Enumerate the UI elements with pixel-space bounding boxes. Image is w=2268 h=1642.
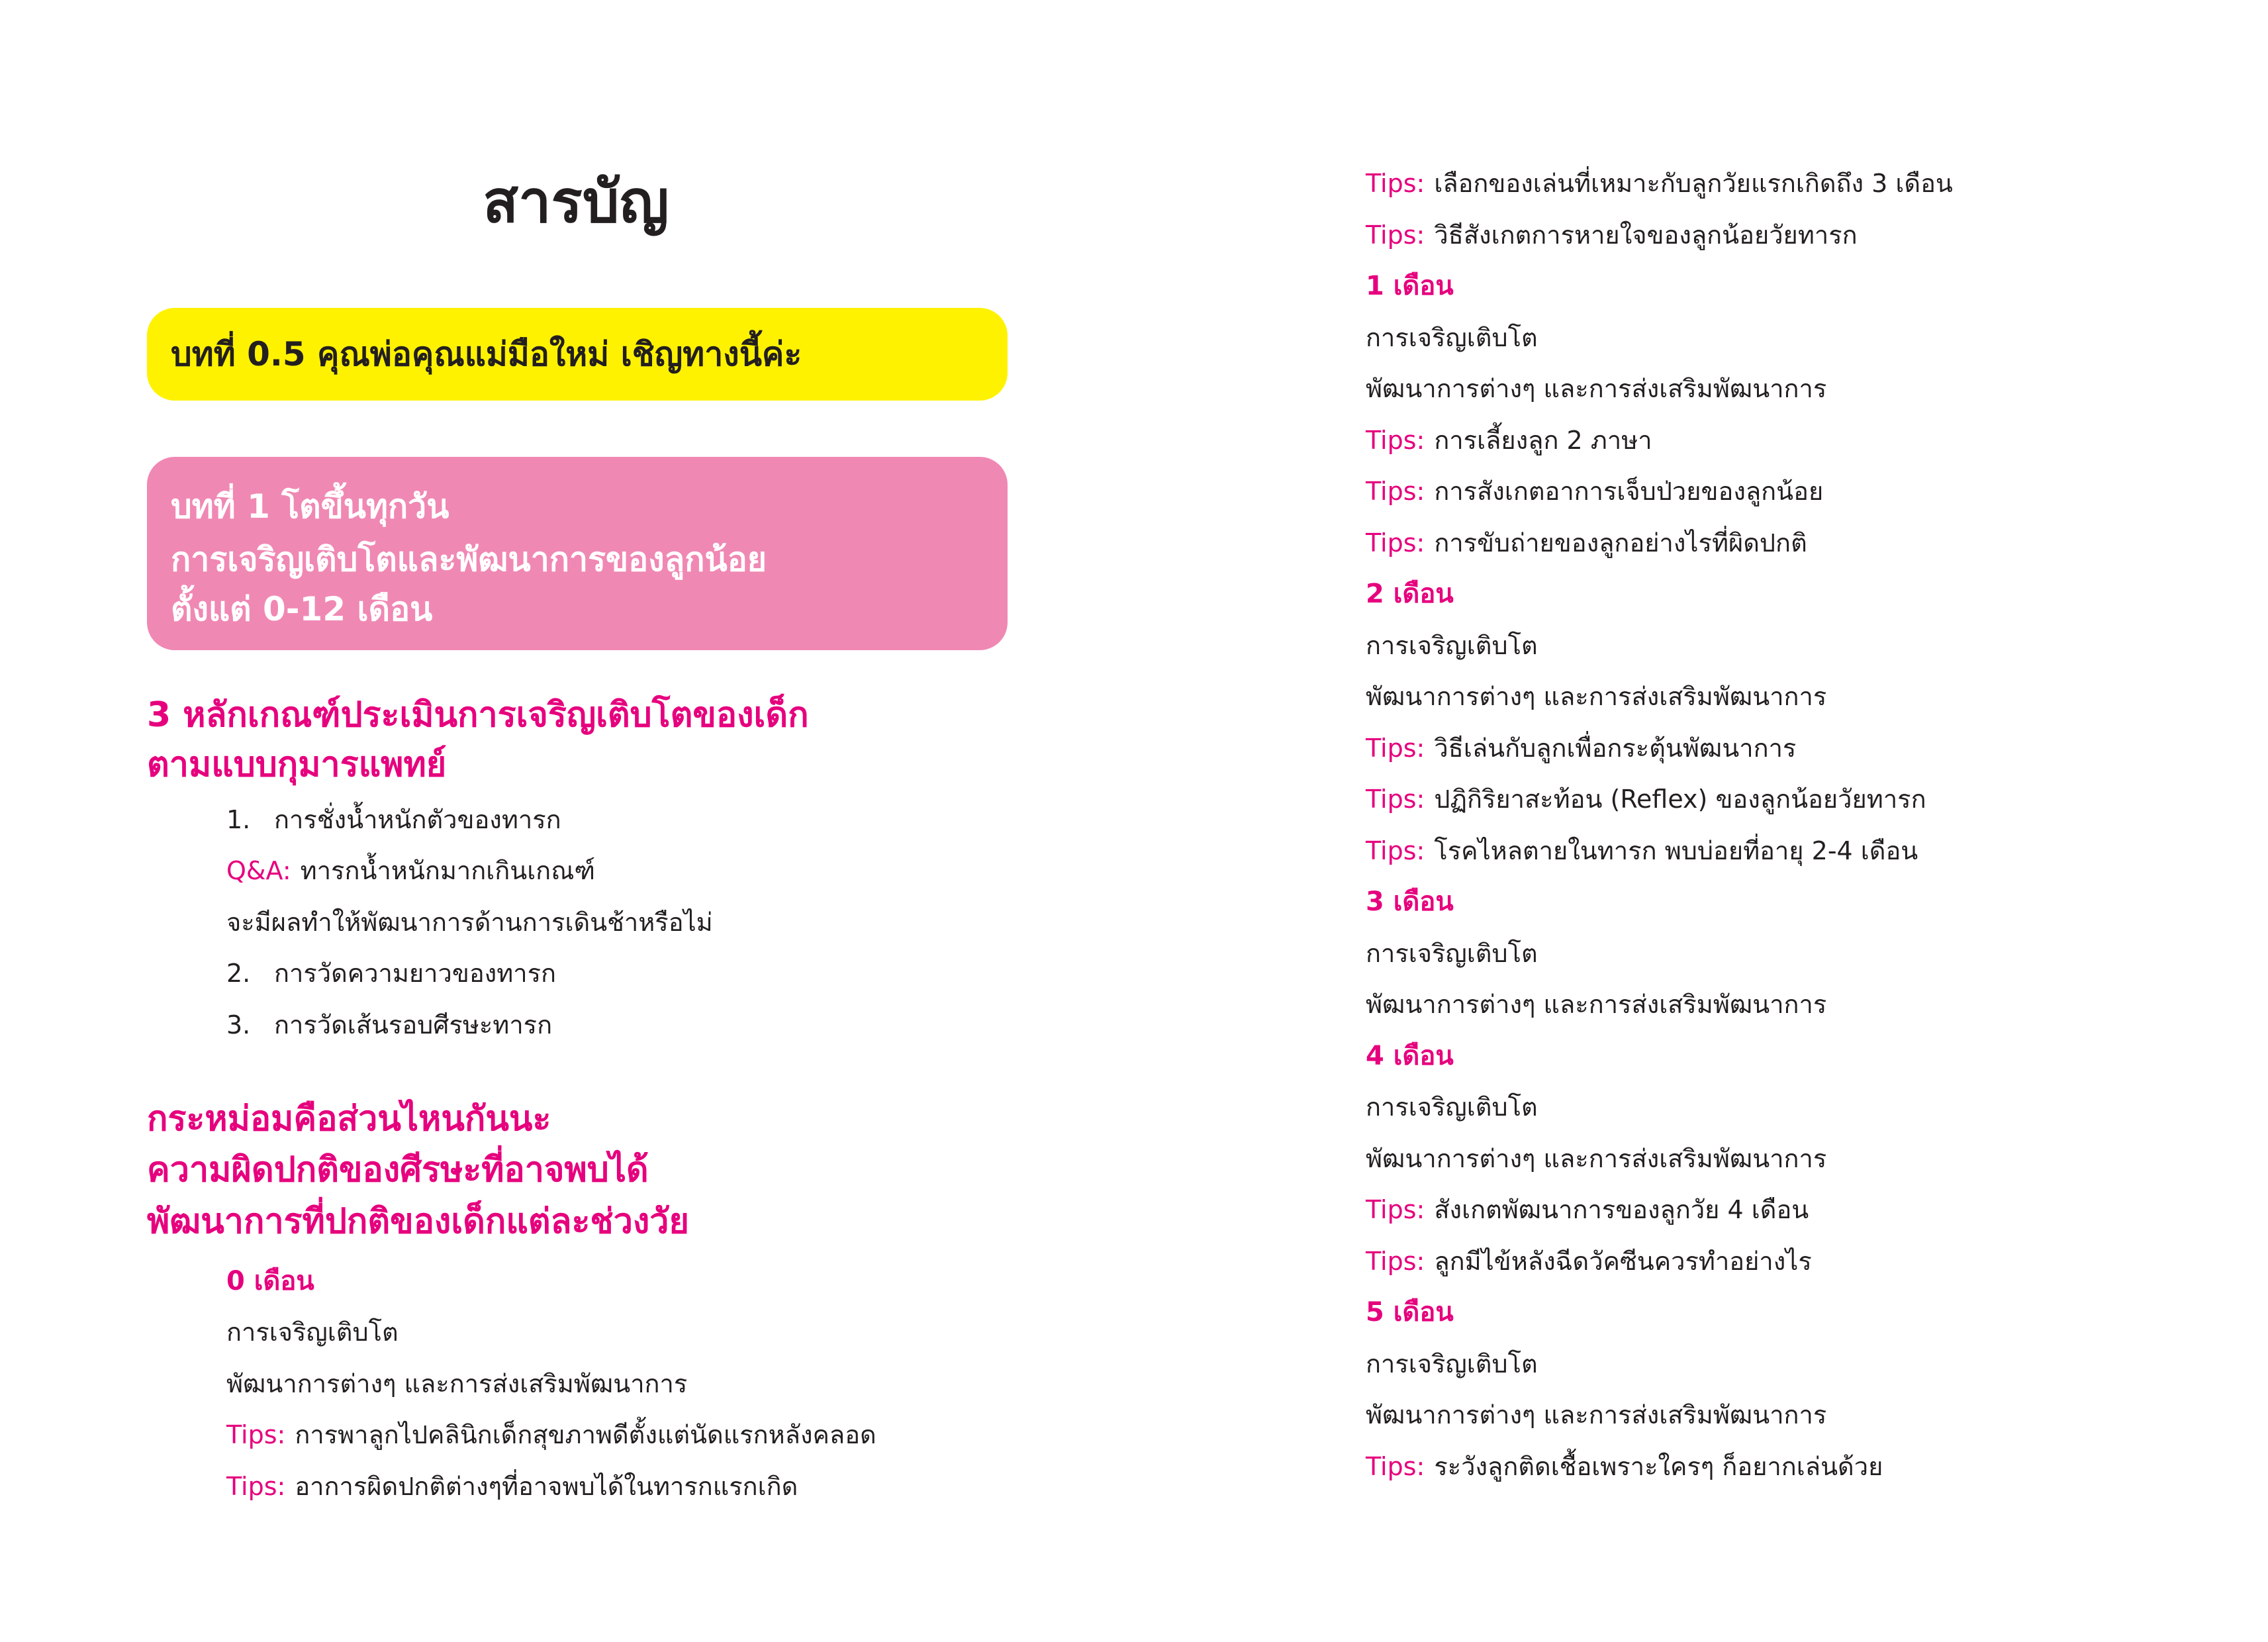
item-text: วิธีสังเกตการหายใจของลูกน้อยวัยทารก: [1434, 220, 1858, 250]
tips-prefix: Tips:: [1366, 1195, 1425, 1224]
item-text: ลูกมีไข้หลังฉีดวัคซีนควรทำอย่างไร: [1434, 1247, 1812, 1276]
item-text: สังเกตพัฒนาการของลูกวัย 4 เดือน: [1434, 1195, 1809, 1224]
toc-item[interactable]: [1366, 671, 1826, 722]
item-text: เลือกของเล่นที่เหมาะกับลูกวัยแรกเกิดถึง 3 เดือน: [1434, 169, 1953, 198]
toc-item-tip[interactable]: [1366, 210, 1858, 261]
month-heading-0[interactable]: 0 เดือน: [226, 1266, 314, 1296]
section-heading-development-line-2[interactable]: ความผิดปกติของศีรษะที่อาจพบได้: [147, 1150, 649, 1190]
tips-prefix: Tips:: [226, 1420, 286, 1449]
toc-item[interactable]: [1366, 1390, 1826, 1441]
item-text: การเจริญเติบโต: [226, 1318, 399, 1347]
item-text: การพาลูกไปคลินิกเด็กสุขภาพดีตั้งแต่นัดแรกหลังคลอด: [295, 1420, 876, 1449]
tips-prefix: Tips:: [1366, 1452, 1425, 1481]
chapter-1-title-line-2: การเจริญเติบโตและพัฒนาการของลูกน้อย: [171, 540, 767, 579]
toc-item-tip[interactable]: [1366, 158, 1953, 209]
item-number: 2.: [226, 959, 251, 988]
item-number: 3.: [226, 1010, 251, 1039]
item-text: การเจริญเติบโต: [1366, 1092, 1538, 1122]
item-text: การชั่งน้ำหนักตัวของทารก: [274, 805, 561, 834]
item-text: ระวังลูกติดเชื้อเพราะใครๆ ก็อยากเล่นด้วย: [1434, 1452, 1883, 1481]
tips-prefix: Tips:: [1366, 1247, 1425, 1276]
toc-item[interactable]: [226, 948, 556, 999]
section-heading-growth-criteria-line-1[interactable]: 3 หลักเกณฑ์ประเมินการเจริญเติบโตของเด็ก: [147, 695, 809, 735]
section-heading-growth-criteria-line-2[interactable]: ตามแบบกุมารแพทย์: [147, 745, 447, 785]
toc-item-tip[interactable]: [1366, 415, 1652, 466]
toc-item-tip[interactable]: [1366, 774, 1926, 825]
item-text: การเลี้ยงลูก 2 ภาษา: [1434, 426, 1652, 455]
tips-prefix: Tips:: [1366, 220, 1425, 250]
chapter-1-title-line-1: บทที่ 1 โตขึ้นทุกวัน: [171, 487, 449, 526]
tips-prefix: Tips:: [1366, 426, 1425, 455]
page-title: สารบัญ: [483, 168, 669, 236]
toc-item-tip[interactable]: [1366, 1441, 1883, 1492]
item-text: ทารกน้ำหนักมากเกินเกณฑ์: [300, 856, 595, 885]
tips-prefix: Tips:: [1366, 785, 1425, 814]
item-text: การเจริญเติบโต: [1366, 1349, 1538, 1378]
toc-item[interactable]: [1366, 979, 1826, 1030]
item-text: พัฒนาการต่างๆ และการส่งเสริมพัฒนาการ: [1366, 1144, 1827, 1173]
item-text: พัฒนาการต่างๆ และการส่งเสริมพัฒนาการ: [1366, 682, 1827, 711]
toc-item-qa-continued[interactable]: [226, 897, 713, 948]
toc-item-tip[interactable]: [226, 1461, 798, 1512]
chapter-0-5-title: บทที่ 0.5 คุณพ่อคุณแม่มือใหม่ เชิญทางนี้ค่ะ: [171, 335, 802, 373]
month-heading-5[interactable]: 5 เดือน: [1366, 1297, 1454, 1328]
item-text: การวัดความยาวของทารก: [274, 959, 557, 988]
item-text: การเจริญเติบโต: [1366, 323, 1538, 352]
item-text: พัฒนาการต่างๆ และการส่งเสริมพัฒนาการ: [226, 1369, 688, 1398]
month-heading-3[interactable]: 3 เดือน: [1366, 887, 1454, 917]
item-text: พัฒนาการต่างๆ และการส่งเสริมพัฒนาการ: [1366, 990, 1827, 1019]
toc-item-tip[interactable]: [1366, 1236, 1812, 1287]
item-text: อาการผิดปกติต่างๆที่อาจพบได้ในทารกแรกเกิด: [295, 1472, 798, 1501]
toc-item[interactable]: [226, 1000, 552, 1051]
item-text: วิธีเล่นกับลูกเพื่อกระตุ้นพัฒนาการ: [1434, 734, 1797, 763]
toc-item[interactable]: [1366, 620, 1538, 671]
toc-item[interactable]: [226, 1359, 687, 1410]
tips-prefix: Tips:: [1366, 169, 1425, 198]
month-heading-2[interactable]: 2 เดือน: [1366, 579, 1454, 609]
chapter-1-banner[interactable]: [147, 457, 1008, 650]
tips-prefix: Tips:: [1366, 734, 1425, 763]
month-heading-4[interactable]: 4 เดือน: [1366, 1041, 1454, 1071]
item-text: ปฏิกิริยาสะท้อน (Reflex) ของลูกน้อยวัยทารก: [1434, 785, 1926, 814]
item-text: จะมีผลทำให้พัฒนาการด้านการเดินช้าหรือไม่: [226, 908, 713, 937]
toc-item[interactable]: [1366, 363, 1826, 414]
item-text: การสังเกตอาการเจ็บป่วยของลูกน้อย: [1434, 477, 1824, 506]
tips-prefix: Tips:: [1366, 477, 1425, 506]
section-heading-development-line-1[interactable]: กระหม่อมคือส่วนไหนกันนะ: [147, 1099, 551, 1139]
month-heading-1[interactable]: 1 เดือน: [1366, 271, 1454, 301]
item-text: การเจริญเติบโต: [1366, 631, 1538, 660]
toc-item-tip[interactable]: [1366, 826, 1918, 877]
qa-prefix: Q&A:: [226, 856, 291, 885]
toc-item[interactable]: [1366, 928, 1538, 979]
toc-item[interactable]: [226, 1307, 399, 1358]
toc-item[interactable]: [1366, 1339, 1538, 1390]
item-text: พัฒนาการต่างๆ และการส่งเสริมพัฒนาการ: [1366, 1400, 1827, 1429]
toc-item-tip[interactable]: [1366, 723, 1796, 774]
item-text: โรคไหลตายในทารก พบบ่อยที่อายุ 2-4 เดือน: [1434, 836, 1918, 865]
toc-item[interactable]: [226, 795, 561, 845]
toc-item-tip[interactable]: [226, 1410, 876, 1461]
toc-item-tip[interactable]: [1366, 466, 1823, 517]
tips-prefix: Tips:: [226, 1472, 286, 1501]
item-text: พัฒนาการต่างๆ และการส่งเสริมพัฒนาการ: [1366, 374, 1827, 403]
item-text: การวัดเส้นรอบศีรษะทารก: [274, 1010, 553, 1039]
item-number: 1.: [226, 805, 251, 834]
toc-item[interactable]: [1366, 313, 1538, 363]
item-text: การเจริญเติบโต: [1366, 939, 1538, 968]
toc-item-qa[interactable]: [226, 845, 595, 896]
item-text: การขับถ่ายของลูกอย่างไรที่ผิดปกติ: [1434, 528, 1807, 557]
toc-item-tip[interactable]: [1366, 518, 1807, 569]
chapter-0-5-banner[interactable]: [147, 308, 1008, 401]
toc-item[interactable]: [1366, 1082, 1538, 1133]
chapter-1-title-line-3: ตั้งแต่ 0-12 เดือน: [171, 590, 433, 628]
tips-prefix: Tips:: [1366, 836, 1425, 865]
tips-prefix: Tips:: [1366, 528, 1425, 557]
section-heading-development-line-3[interactable]: พัฒนาการที่ปกติของเด็กแต่ละช่วงวัย: [147, 1202, 689, 1241]
toc-item-tip[interactable]: [1366, 1184, 1809, 1235]
toc-item[interactable]: [1366, 1134, 1826, 1184]
